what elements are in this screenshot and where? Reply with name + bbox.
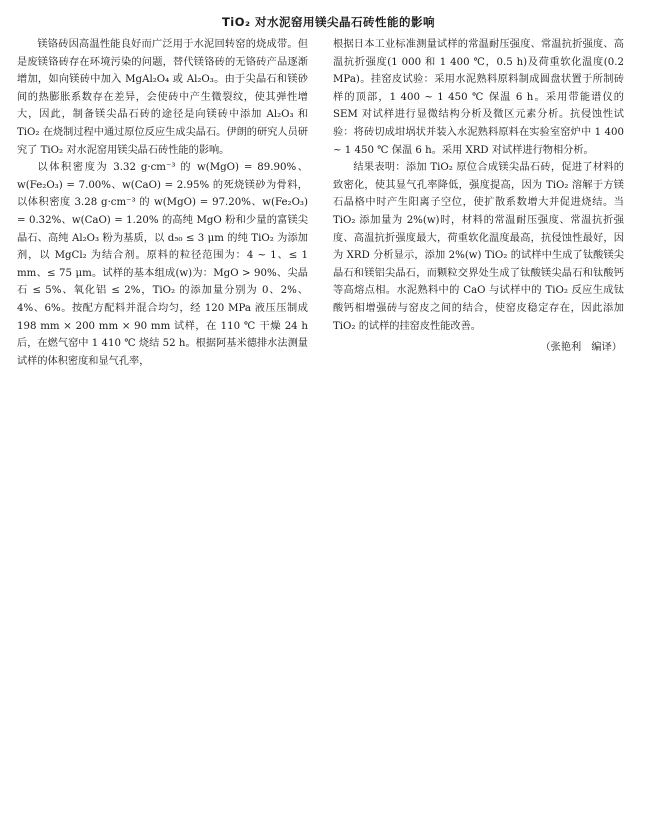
paragraph-intro: 镁铬砖因高温性能良好而广泛用于水泥回转窑的烧成带。但是废镁铬砖存在环境污染的问题，替代镁铬砖的无铬砖产品逐渐增加，如向镁砖中加入 MgAl₂O₄ 或 Al₂O₃。由于尖晶石和镁砂间的热膨胀系数存在差异，会使砖中产生微裂纹，使其弹性增大，因此，制备镁尖晶石砖的途径是向镁砖中添加 Al₂O₃ 和 TiO₂ 在烧制过程中通过原位反应生成尖晶石。伊朗的研究人员研究了 TiO₂ 对水泥窑用镁尖晶石砖性能的影响。 — [17, 39, 308, 156]
translator-credit: （张艳利 编译） — [540, 342, 622, 354]
right-column — [333, 36, 624, 357]
paragraph-materials: 以体积密度为 3.32 g·cm⁻³ 的 w(MgO) = 89.90%、w(Fe₂O₃) = 7.00%、w(CaO) = 2.95% 的死烧镁砂为骨料，以体积密度 3.28 g·cm⁻³ 的 w(MgO) = 97.20%、w(Fe₂O₃) = 0.32%、w(CaO) = 1.20% 的高纯 MgO 粉和少量的富镁尖晶石、高纯 Al₂O₃ 粉为基质，以 d₅₀ ≤ 3 μm 的纯 TiO₂ 为添加剂，以 MgCl₂ 为结合剂。原料的粒径范围为：4 ~ 1、≤ 1 mm、≤ 75 μm。试样的基本组成(w)为：MgO > 90%、尖晶石 ≤ 5%、氧化铝 ≤ 2%，TiO₂ 的添加量分别为 0、2%、4%、6%。按配方配料并混合均匀，经 120 MPa 液压压制成 198 mm × 200 mm × 90 mm 试样，在 110 ℃ 干燥 24 h 后，在燃气窑中 1 410 ℃ 烧结 52 h。根据阿基米德排水法测量试样的体积密度和显气孔率， — [17, 162, 308, 367]
left-column — [17, 36, 308, 370]
article-title: TiO₂ 对水泥窑用镁尖晶石砖性能的影响 — [221, 15, 436, 29]
paragraph-methods: 根据日本工业标准测量试样的常温耐压强度、常温抗折强度、高温抗折强度(1 000 和 1 400 ℃，0.5 h)及荷重软化温度(0.2 MPa)。挂窑皮试验：采用水泥熟料原料制成圆盘状置于所制砖样的顶部，1 400 ~ 1 450 ℃ 保温 6 h。采用带能谱仪的 SEM 对试样进行显微结构分析及微区元素分析。抗侵蚀性试验：将砖切成坩埚状并装入水泥熟料原料在实验室窑炉中 1 400 ~ 1 450 ℃ 保温 6 h。采用 XRD 对试样进行物相分析。 — [333, 39, 624, 156]
paragraph-results: 结果表明：添加 TiO₂ 原位合成镁尖晶石砖，促进了材料的致密化，使其显气孔率降低，强度提高，因为 TiO₂ 溶解于方镁石晶格中时产生阳离子空位，使扩散系数增大并促进烧结。当 TiO₂ 添加量为 2%(w)时，材料的常温耐压强度、常温抗折强度、高温抗折强度最大，荷重软化温度最高，抗侵蚀性最好，因为 XRD 分析显示，添加 2%(w) TiO₂ 的试样中生成了钛酸镁尖晶石和镁铝尖晶石，而颗粒交界处生成了钛酸镁尖晶石和钛酸钙等高熔点相。水泥熟料中的 CaO 与试样中的 TiO₂ 反应生成钛酸钙相增强砖与窑皮之间的结合，使窑皮稳定存在，因此添加 TiO₂ 的试样的挂窑皮性能改善。 — [333, 162, 624, 332]
